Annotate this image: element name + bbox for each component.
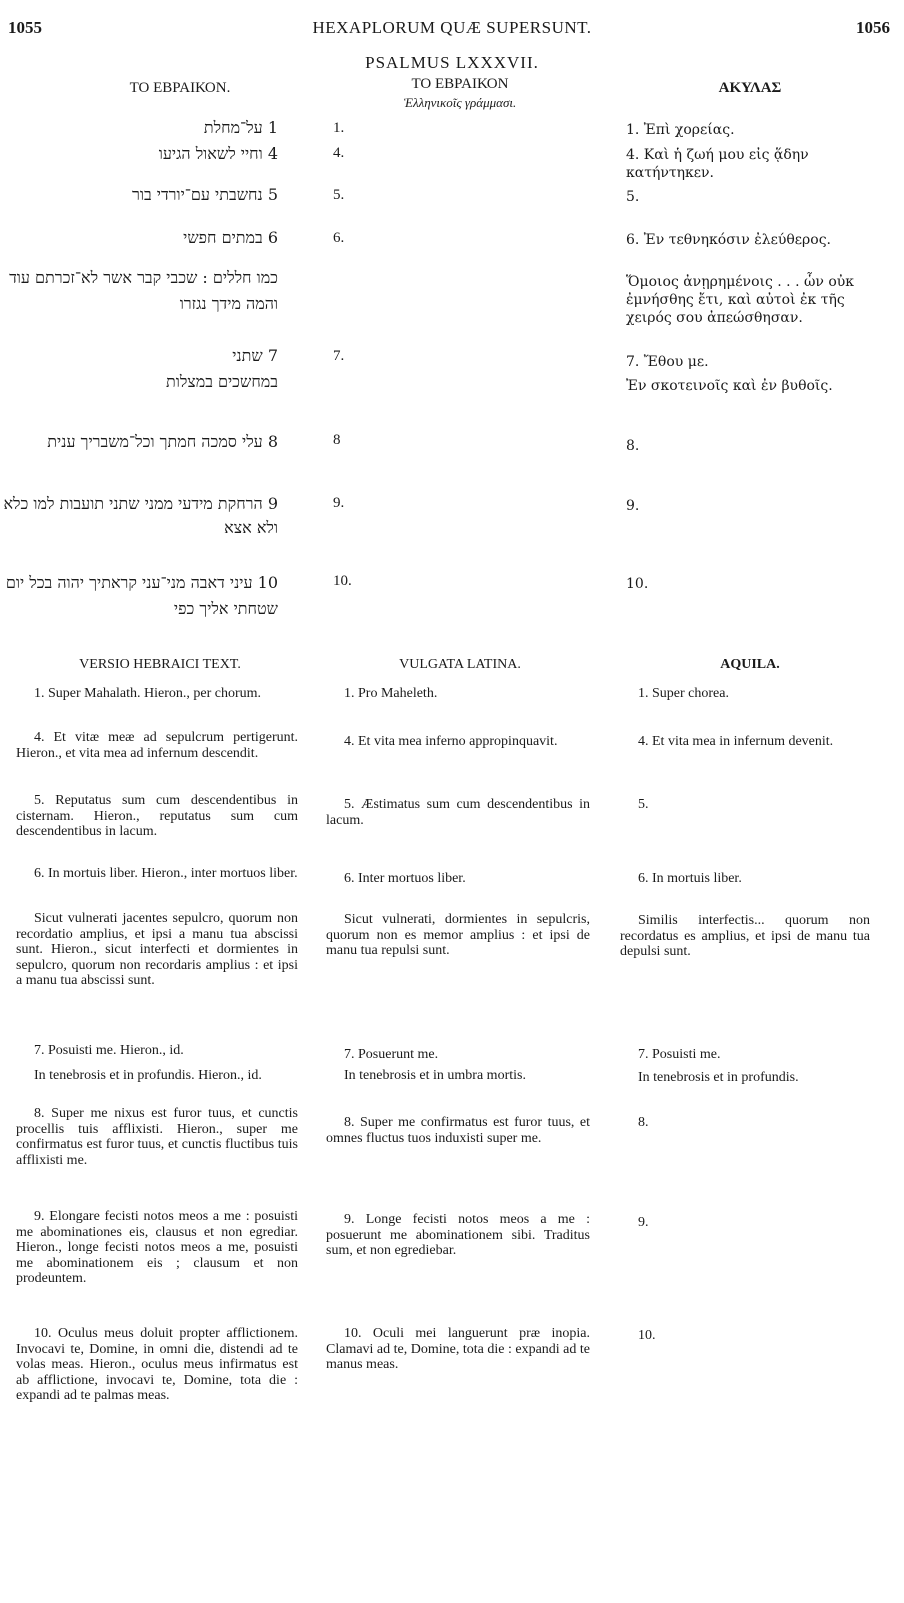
hebrew-verse-7b: במחשכים במצלות bbox=[166, 372, 278, 391]
latin-left-verse-4: 4. Et vitæ meæ ad sepulcrum pertigerunt. Hieron., et vita mea ad infernum descendit. bbox=[16, 730, 298, 761]
translit-number: 4. bbox=[333, 145, 345, 161]
vulgate-verse-6: 6. Inter mortuos liber. bbox=[344, 871, 466, 886]
aquila-greek-verse-7b: Ἐν σκοτεινοῖς καὶ ἐν βυθοῖς. bbox=[626, 378, 833, 394]
aquila-latin-verse-7: 7. Posuisti me. bbox=[638, 1047, 721, 1062]
aquila-greek-verse-7: 7. Ἔθου με. bbox=[626, 354, 709, 370]
latin-middle-heading: VULGATA LATINA. bbox=[399, 657, 521, 672]
vulgate-verse-4: 4. Et vita mea inferno appropinquavit. bbox=[344, 734, 558, 749]
vulgate-verse-10: 10. Oculi mei languerunt præ inopia. Clamavi ad te, Domine, tota die : expandi ad te manus meas. bbox=[326, 1326, 590, 1372]
hebrew-column-heading: ΤΟ ΕΒΡΑΙΚΟΝ. bbox=[129, 80, 231, 96]
aquila-greek-column-heading: ΑΚΥΛΑΣ bbox=[718, 80, 782, 96]
latin-left-heading: VERSIO HEBRAICI TEXT. bbox=[79, 657, 241, 672]
hebrew-verse-7: 7 שתני bbox=[232, 346, 278, 365]
psalm-title: PSALMUS LXXXVII. bbox=[365, 53, 539, 72]
translit-column-subheading: Ἑλληνικοῖς γράμμασι. bbox=[403, 95, 517, 110]
vulgate-verse-9: 9. Longe fecisti notos meos a me : posuerunt me abominationem sibi. Traditus sum, et non egrediebar. bbox=[326, 1212, 590, 1258]
vulgate-verse-8: 8. Super me confirmatus est furor tuus, et omnes fluctus tuos induxisti super me. bbox=[326, 1115, 590, 1146]
translit-number: 9. bbox=[333, 495, 345, 511]
aquila-latin-verse-7b: In tenebrosis et in profundis. bbox=[638, 1070, 799, 1085]
aquila-latin-verse-6b: Similis interfectis... quorum non recordatus es amplius, et ipsi de manu tua depulsi sunt. bbox=[620, 913, 870, 959]
running-title: HEXAPLORUM QUÆ SUPERSUNT. bbox=[312, 18, 592, 37]
hebrew-verse-9: 9 הרחקת מידעי ממני שתני תועבות למו כלא ולא אצא bbox=[3, 494, 278, 537]
aquila-greek-verse-1: 1. Ἐπὶ χορείας. bbox=[626, 122, 735, 138]
latin-left-verse-6b: Sicut vulnerati jacentes sepulcro, quorum non recordatio amplius, et ipsi a manu tua abscissi sunt. Hieron., sicut interfecti et dormientes in sepulcro, quorum non recordaris amplius : et ipsi a manu tua abscissi sunt. bbox=[16, 911, 298, 988]
aquila-greek-verse-6b: Ὅμοιος ἀνῃρημένοις . . . ὧν οὐκ ἐμνήσθης ἔτι, καὶ αὐτοὶ ἐκ τῆς χειρός σου ἀπεώσθησαν. bbox=[626, 274, 855, 326]
translit-number: 5. bbox=[333, 187, 345, 203]
page-number-right: 1056 bbox=[856, 18, 890, 37]
aquila-greek-verse-10: 10. bbox=[626, 576, 649, 592]
translit-number: 1. bbox=[333, 120, 345, 136]
hebrew-verse-6: 6 במתים חפשי bbox=[183, 228, 278, 247]
aquila-latin-verse-8: 8. bbox=[638, 1115, 649, 1130]
vulgate-verse-7: 7. Posuerunt me. bbox=[344, 1047, 439, 1062]
aquila-latin-verse-5: 5. bbox=[638, 797, 649, 812]
aquila-greek-verse-6: 6. Ἐν τεθνηκόσιν ἐλεύθερος. bbox=[626, 232, 832, 248]
latin-left-verse-9: 9. Elongare fecisti notos meos a me : posuisti me abominationes eis, clausus et non egrediar. Hieron., longe fecisti notos meos a me, posuisti me abominationem eis ; clausum et non prodeuntem. bbox=[16, 1209, 298, 1286]
hebrew-verse-6b: כמו חללים : שכבי קבר אשר לא־זכרתם עוד והמה מידך נגזרו bbox=[9, 268, 278, 313]
aquila-latin-verse-10: 10. bbox=[638, 1328, 656, 1343]
aquila-greek-verse-8: 8. bbox=[626, 438, 640, 454]
hebrew-verse-8: 8 עלי סמכה חמתך וכל־משבריך ענית bbox=[47, 432, 278, 451]
translit-column-heading: ΤΟ ΕΒΡΑΙΚΟΝ bbox=[411, 76, 509, 92]
latin-left-verse-5: 5. Reputatus sum cum descendentibus in cisternam. Hieron., reputatus sum cum descendentibus in lacum. bbox=[16, 793, 298, 839]
translit-number: 6. bbox=[333, 230, 345, 246]
latin-right-heading: AQUILA. bbox=[720, 657, 780, 672]
latin-left-verse-1: 1. Super Mahalath. Hieron., per chorum. bbox=[34, 686, 262, 701]
translit-number: 10. bbox=[333, 573, 352, 589]
hebrew-verse-1: 1 על־מחלת bbox=[203, 118, 278, 137]
aquila-greek-verse-9: 9. bbox=[626, 498, 640, 514]
aquila-latin-verse-9: 9. bbox=[638, 1215, 649, 1230]
hebrew-verse-4: 4 וחיי לשאול הגיעו bbox=[158, 144, 278, 163]
translit-number: 8 bbox=[333, 432, 341, 448]
aquila-latin-verse-6: 6. In mortuis liber. bbox=[638, 871, 742, 886]
latin-left-verse-6: 6. In mortuis liber. Hieron., inter mortuos liber. bbox=[34, 866, 298, 881]
vulgate-verse-1: 1. Pro Maheleth. bbox=[344, 686, 438, 701]
latin-left-verse-7b: In tenebrosis et in profundis. Hieron., id. bbox=[34, 1068, 262, 1083]
hebrew-verse-10: 10 עיני דאבה מני־עני קראתיך יהוה בכל יום שטחתי אליך כפי bbox=[5, 573, 278, 618]
latin-left-verse-7: 7. Posuisti me. Hieron., id. bbox=[34, 1043, 184, 1058]
hebrew-verse-5: 5 נחשבתי עם־יורדי בור bbox=[132, 185, 278, 204]
latin-left-verse-8: 8. Super me nixus est furor tuus, et cunctis procellis tuis afflixisti. Hieron., super me confirmatus est furor tuus, et cunctis fluctibus tuis afflixisti me. bbox=[16, 1106, 298, 1168]
aquila-latin-verse-4: 4. Et vita mea in infernum devenit. bbox=[638, 734, 834, 749]
aquila-latin-verse-1: 1. Super chorea. bbox=[638, 686, 729, 701]
page-number-left: 1055 bbox=[8, 18, 42, 37]
vulgate-verse-6b: Sicut vulnerati, dormientes in sepulcris, quorum non es memor amplius : et ipsi de manu tua repulsi sunt. bbox=[326, 912, 590, 958]
vulgate-verse-5: 5. Æstimatus sum cum descendentibus in lacum. bbox=[326, 797, 590, 828]
vulgate-verse-7b: In tenebrosis et in umbra mortis. bbox=[344, 1068, 526, 1083]
translit-number: 7. bbox=[333, 348, 345, 364]
aquila-greek-verse-4: 4. Καὶ ἡ ζωή μου εἰς ᾅδην κατήντηκεν. bbox=[626, 147, 809, 181]
aquila-greek-verse-5: 5. bbox=[626, 189, 640, 205]
latin-left-verse-10: 10. Oculus meus doluit propter afflictionem. Invocavi te, Domine, in omni die, distendi ad te volas meas. Hieron., oculus meus infirmatus est ab afflictione, invocavi te, Domine, tota die : expandi ad te palmas meas. bbox=[16, 1326, 298, 1403]
